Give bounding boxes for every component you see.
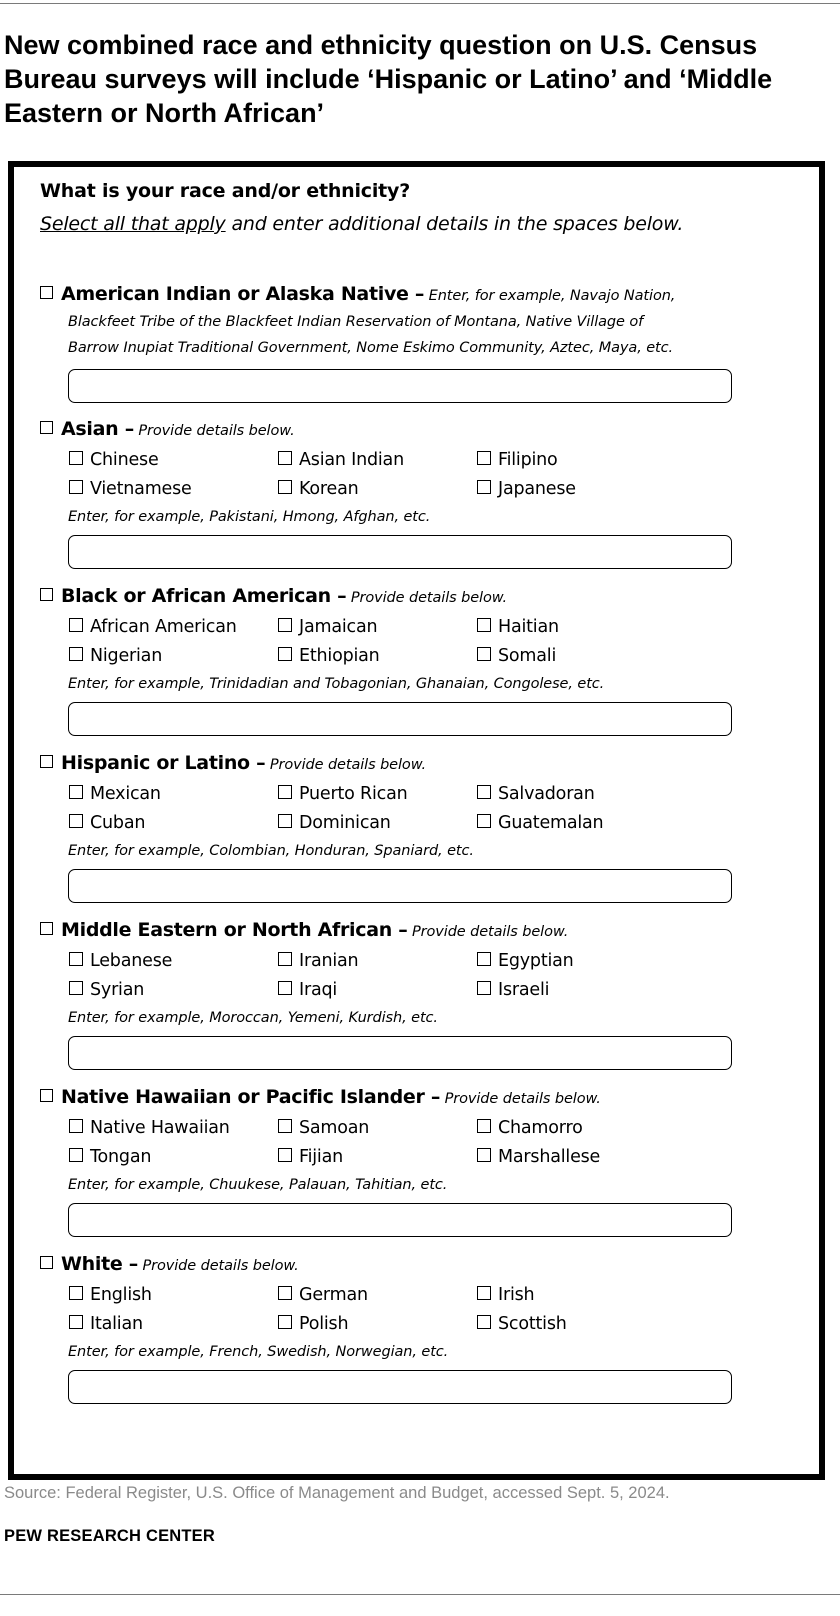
option-checkbox[interactable] — [69, 952, 83, 966]
option-label: Haitian — [498, 617, 559, 637]
checkbox-mena[interactable] — [40, 922, 53, 935]
option-puerto-rican[interactable] — [278, 784, 408, 804]
section-main-line — [40, 752, 426, 774]
option-label: Syrian — [90, 980, 145, 1000]
option-mexican[interactable] — [69, 784, 161, 804]
option-checkbox[interactable] — [278, 1119, 292, 1133]
option-label: Italian — [90, 1314, 143, 1334]
option-filipino[interactable] — [477, 450, 558, 470]
option-label: Guatemalan — [498, 813, 604, 833]
section-label: White – — [61, 1253, 138, 1275]
option-checkbox[interactable] — [477, 814, 491, 828]
section-hint: Provide details below. — [265, 757, 427, 773]
option-guatemalan[interactable] — [477, 813, 603, 833]
section-label: American Indian or Alaska Native – — [61, 283, 425, 305]
top-rule — [0, 3, 840, 4]
option-checkbox[interactable] — [278, 981, 292, 995]
option-ethiopian[interactable] — [278, 646, 380, 666]
option-nigerian[interactable] — [69, 646, 162, 666]
option-label: Chamorro — [498, 1118, 583, 1138]
option-label: Asian Indian — [299, 450, 404, 470]
section-main-line — [40, 585, 507, 607]
option-checkbox[interactable] — [477, 785, 491, 799]
option-dominican[interactable] — [278, 813, 391, 833]
option-checkbox[interactable] — [477, 1119, 491, 1133]
option-lebanese[interactable] — [69, 951, 172, 971]
section-main-line — [40, 919, 568, 941]
option-tongan[interactable] — [69, 1147, 151, 1167]
option-label: Japanese — [498, 479, 576, 499]
option-checkbox[interactable] — [278, 1286, 292, 1300]
checkbox-nhpi[interactable] — [40, 1089, 53, 1102]
option-label: Nigerian — [90, 646, 163, 666]
option-label: Marshallese — [498, 1147, 601, 1167]
option-checkbox[interactable] — [477, 1148, 491, 1162]
option-label: Iranian — [299, 951, 359, 971]
option-label: German — [299, 1285, 368, 1305]
option-egyptian[interactable] — [477, 951, 574, 971]
option-label: Iraqi — [299, 980, 338, 1000]
option-label: Israeli — [498, 980, 550, 1000]
option-english[interactable] — [69, 1285, 152, 1305]
checkbox-black[interactable] — [40, 588, 53, 601]
instruction-underlined: Select all that apply — [40, 213, 226, 235]
section-hint: Provide details below. — [133, 423, 295, 439]
option-checkbox[interactable] — [69, 814, 83, 828]
option-label: Filipino — [498, 450, 558, 470]
section-label: Native Hawaiian or Pacific Islander – — [61, 1086, 441, 1108]
option-checkbox[interactable] — [278, 1148, 292, 1162]
example-text: Enter, for example, Moroccan, Yemeni, Kurdish, etc. — [68, 1010, 438, 1026]
option-japanese[interactable] — [477, 479, 576, 499]
option-cuban[interactable] — [69, 813, 145, 833]
option-label: Jamaican — [299, 617, 378, 637]
section-hint: Provide details below. — [137, 1258, 299, 1274]
checkbox-white[interactable] — [40, 1256, 53, 1269]
write-in-white[interactable] — [68, 1370, 732, 1404]
option-checkbox[interactable] — [278, 814, 292, 828]
section-label: Middle Eastern or North African – — [61, 919, 408, 941]
option-checkbox[interactable] — [477, 952, 491, 966]
option-checkbox[interactable] — [278, 451, 292, 465]
option-label: Polish — [299, 1314, 349, 1334]
section-hint: Provide details below. — [407, 924, 569, 940]
option-checkbox[interactable] — [69, 981, 83, 995]
option-checkbox[interactable] — [278, 785, 292, 799]
option-native-hawaiian[interactable] — [69, 1118, 230, 1138]
option-syrian[interactable] — [69, 980, 144, 1000]
pew-credit: PEW RESEARCH CENTER — [4, 1527, 215, 1545]
option-korean[interactable] — [278, 479, 359, 499]
option-marshallese[interactable] — [477, 1147, 600, 1167]
section-label: Black or African American – — [61, 585, 347, 607]
option-checkbox[interactable] — [278, 480, 292, 494]
example-text: Enter, for example, Pakistani, Hmong, Afghan, etc. — [68, 509, 431, 525]
option-checkbox[interactable] — [69, 451, 83, 465]
question-instruction — [40, 213, 683, 235]
option-checkbox[interactable] — [69, 618, 83, 632]
question-title: What is your race and/or ethnicity? — [40, 180, 411, 202]
option-polish[interactable] — [278, 1314, 348, 1334]
option-checkbox[interactable] — [477, 618, 491, 632]
write-in-american-indian[interactable] — [68, 369, 732, 403]
instruction-rest: and enter additional details in the spaces below. — [225, 213, 684, 235]
option-label: Ethiopian — [299, 646, 380, 666]
section-label: Hispanic or Latino – — [61, 752, 266, 774]
option-label: Egyptian — [498, 951, 574, 971]
option-checkbox[interactable] — [477, 1286, 491, 1300]
option-checkbox[interactable] — [278, 1315, 292, 1329]
section-hint-continued: Blackfeet Tribe of the Blackfeet Indian Reservation of Montana, Native Village of — [68, 314, 644, 330]
option-scottish[interactable] — [477, 1314, 567, 1334]
option-label: Fijian — [299, 1147, 343, 1167]
example-text: Enter, for example, Chuukese, Palauan, Tahitian, etc. — [68, 1177, 448, 1193]
option-german[interactable] — [278, 1285, 368, 1305]
section-hint-continued: Barrow Inupiat Traditional Government, Nome Eskimo Community, Aztec, Maya, etc. — [68, 340, 674, 356]
option-israeli[interactable] — [477, 980, 549, 1000]
option-label: Samoan — [299, 1118, 370, 1138]
option-samoan[interactable] — [278, 1118, 369, 1138]
option-checkbox[interactable] — [278, 647, 292, 661]
option-label: Korean — [299, 479, 359, 499]
option-chinese[interactable] — [69, 450, 159, 470]
option-somali[interactable] — [477, 646, 556, 666]
section-main-line — [40, 418, 295, 440]
checkbox-asian[interactable] — [40, 421, 53, 434]
option-iraqi[interactable] — [278, 980, 337, 1000]
option-label: Tongan — [90, 1147, 152, 1167]
option-checkbox[interactable] — [477, 647, 491, 661]
section-hint: Provide details below. — [346, 590, 508, 606]
option-label: English — [90, 1285, 152, 1305]
option-italian[interactable] — [69, 1314, 143, 1334]
option-irish[interactable] — [477, 1285, 534, 1305]
option-haitian[interactable] — [477, 617, 559, 637]
option-african-american[interactable] — [69, 617, 237, 637]
section-hint: Enter, for example, Navajo Nation, — [424, 288, 676, 304]
section-main-line — [40, 1086, 601, 1108]
checkbox-hispanic[interactable] — [40, 755, 53, 768]
option-label: Puerto Rican — [299, 784, 408, 804]
option-label: African American — [90, 617, 237, 637]
option-label: Native Hawaiian — [90, 1118, 230, 1138]
section-main-line — [40, 283, 675, 305]
chart-title: New combined race and ethnicity question on U.S. Census Bureau surveys will include ‘Hispanic or Latino’ and ‘Middle Eastern or North African’ — [4, 30, 773, 128]
option-label: Chinese — [90, 450, 159, 470]
option-label: Lebanese — [90, 951, 173, 971]
option-vietnamese[interactable] — [69, 479, 192, 499]
option-checkbox[interactable] — [69, 1286, 83, 1300]
section-hint: Provide details below. — [440, 1091, 601, 1107]
write-in-nhpi[interactable] — [68, 1203, 732, 1237]
option-checkbox[interactable] — [477, 451, 491, 465]
example-text: Enter, for example, Trinidadian and Tobagonian, Ghanaian, Congolese, etc. — [68, 676, 605, 692]
option-label: Irish — [498, 1285, 535, 1305]
option-jamaican[interactable] — [278, 617, 377, 637]
write-in-black[interactable] — [68, 702, 732, 736]
section-main-line — [40, 1253, 299, 1275]
option-chamorro[interactable] — [477, 1118, 583, 1138]
example-text: Enter, for example, French, Swedish, Norwegian, etc. — [68, 1344, 449, 1360]
option-label: Dominican — [299, 813, 391, 833]
option-checkbox[interactable] — [69, 480, 83, 494]
option-asian-indian[interactable] — [278, 450, 404, 470]
section-label: Asian – — [61, 418, 134, 440]
option-fijian[interactable] — [278, 1147, 343, 1167]
option-checkbox[interactable] — [69, 1148, 83, 1162]
example-text: Enter, for example, Colombian, Honduran, Spaniard, etc. — [68, 843, 474, 859]
option-salvadoran[interactable] — [477, 784, 595, 804]
option-checkbox[interactable] — [278, 618, 292, 632]
option-checkbox[interactable] — [69, 1315, 83, 1329]
option-label: Vietnamese — [90, 479, 192, 499]
option-checkbox[interactable] — [69, 647, 83, 661]
option-checkbox[interactable] — [477, 1315, 491, 1329]
option-checkbox[interactable] — [69, 785, 83, 799]
census-form — [8, 161, 825, 1480]
option-label: Salvadoran — [498, 784, 595, 804]
option-checkbox[interactable] — [69, 1119, 83, 1133]
option-checkbox[interactable] — [278, 952, 292, 966]
option-label: Cuban — [90, 813, 146, 833]
source-note: Source: Federal Register, U.S. Office of Management and Budget, accessed Sept. 5, 2024. — [4, 1484, 670, 1502]
checkbox-american-indian[interactable] — [40, 286, 53, 299]
bottom-rule — [0, 1594, 840, 1595]
write-in-hispanic[interactable] — [68, 869, 732, 903]
option-checkbox[interactable] — [477, 981, 491, 995]
write-in-asian[interactable] — [68, 535, 732, 569]
option-checkbox[interactable] — [477, 480, 491, 494]
option-label: Somali — [498, 646, 557, 666]
write-in-mena[interactable] — [68, 1036, 732, 1070]
option-iranian[interactable] — [278, 951, 358, 971]
option-label: Scottish — [498, 1314, 567, 1334]
option-label: Mexican — [90, 784, 161, 804]
census-form-inner — [14, 167, 819, 1474]
